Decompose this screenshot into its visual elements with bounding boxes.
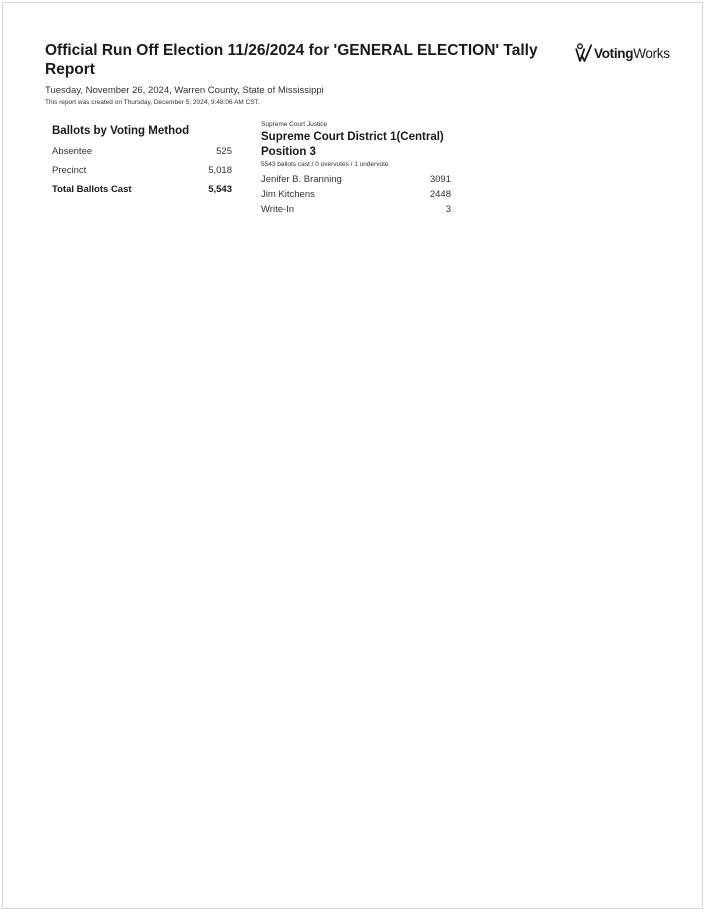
logo-text: VotingWorks	[594, 45, 670, 61]
ballots-row-label: Precinct	[52, 165, 87, 176]
ballots-row-label: Absentee	[52, 146, 93, 157]
candidate-votes: 3091	[429, 174, 451, 185]
contest-ballot-summary: 5543 ballots cast / 0 overvotes / 1 undervote	[261, 161, 389, 168]
report-created-timestamp: This report was created on Thursday, December 5, 2024, 9:48:06 AM CST.	[45, 99, 260, 106]
ballots-by-method-title: Ballots by Voting Method	[52, 125, 190, 137]
candidate-name: Jim Kitchens	[261, 189, 315, 200]
ballots-by-method-table	[52, 125, 232, 199]
votingworks-logo-icon	[575, 43, 593, 63]
contest-name: Supreme Court District 1(Central) Position 3	[261, 131, 444, 158]
ballots-row-precinct	[52, 161, 232, 180]
report-subtitle: Tuesday, November 26, 2024, Warren County, State of Mississippi	[45, 85, 324, 96]
ballots-row-value: 5,018	[208, 165, 232, 176]
ballots-row-absentee	[52, 142, 232, 161]
candidate-votes: 3	[445, 204, 451, 215]
contest-results	[261, 121, 453, 217]
candidate-row	[261, 172, 453, 187]
report-page	[2, 2, 703, 909]
ballots-total-value: 5,543	[208, 184, 232, 195]
ballots-row-total	[52, 180, 232, 199]
candidate-name: Jenifer B. Branning	[261, 174, 342, 185]
candidate-row	[261, 202, 453, 217]
ballots-total-label: Total Ballots Cast	[52, 184, 132, 195]
report-title: Official Run Off Election 11/26/2024 for 'GENERAL ELECTION' Tally Report	[45, 42, 538, 78]
ballots-row-value: 525	[216, 146, 232, 157]
candidate-votes: 2448	[429, 189, 451, 200]
votingworks-logo	[575, 43, 670, 63]
candidate-name: Write-In	[261, 204, 295, 215]
contest-type: Supreme Court Justice	[261, 121, 328, 128]
candidate-row	[261, 187, 453, 202]
